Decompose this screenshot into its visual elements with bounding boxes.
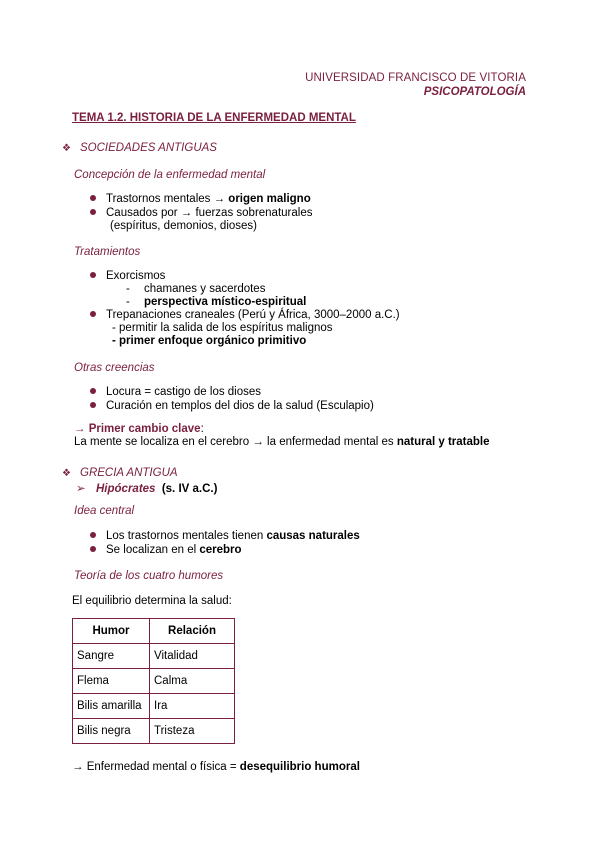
topic-title: TEMA 1.2. HISTORIA DE LA ENFERMEDAD MENTAL	[72, 112, 356, 124]
humors-table	[72, 618, 235, 744]
bullet-dot-icon	[90, 195, 96, 201]
item-text: Exorcismos	[106, 270, 166, 282]
table-cell: Bilis amarilla	[73, 694, 150, 719]
item-text: Curación en templos del dios de la salud (Esculapio)	[106, 400, 374, 412]
hipocrates-name: Hipócrates	[96, 483, 156, 495]
section-title: SOCIEDADES ANTIGUAS	[80, 142, 217, 154]
item-text: Trastornos mentales →	[106, 193, 229, 205]
dash-marker: -	[126, 296, 130, 308]
item-text: → Enfermedad mental o física =	[72, 761, 240, 773]
table-header-humor: Humor	[73, 619, 150, 644]
item-bold: origen maligno	[228, 193, 311, 205]
bullet-dot-icon	[90, 272, 96, 278]
hipocrates-date: (s. IV a.C.)	[161, 483, 218, 495]
table-row	[73, 719, 235, 744]
table-cell: Calma	[150, 669, 235, 694]
bullet-dot-icon	[90, 402, 96, 408]
subheading-tratamientos: Tratamientos	[74, 246, 141, 258]
section-title: GRECIA ANTIGUA	[80, 467, 178, 479]
list-item	[90, 207, 312, 219]
list-item	[90, 309, 400, 321]
diamond-bullet-icon: ❖	[62, 143, 71, 154]
bullet-dot-icon	[90, 546, 96, 552]
theory-intro: El equilibrio determina la salud:	[72, 595, 232, 607]
table-cell: Sangre	[73, 644, 150, 669]
dash-marker: -	[126, 283, 130, 295]
sub-list-item	[126, 296, 306, 308]
table-row	[73, 694, 235, 719]
key-change-title: → Primer cambio clave	[74, 423, 201, 435]
key-change-colon: :	[200, 423, 204, 435]
hipocrates-line	[76, 481, 217, 495]
table-cell: Tristeza	[150, 719, 235, 744]
table-header-relacion: Relación	[150, 619, 235, 644]
list-item	[90, 530, 360, 542]
item-bold: natural y tratable	[396, 436, 490, 448]
section-heading-grecia	[62, 467, 178, 479]
item-text: Causados por → fuerzas sobrenaturales	[106, 207, 313, 219]
list-item	[90, 400, 374, 412]
subheading-idea: Idea central	[74, 505, 135, 517]
table-cell: Flema	[73, 669, 150, 694]
theory-conclusion	[72, 761, 360, 773]
bullet-dot-icon	[90, 388, 96, 394]
item-text: Locura = castigo de los dioses	[106, 386, 262, 398]
diamond-bullet-icon: ❖	[62, 468, 71, 479]
sub-list-item: - permitir la salida de los espíritus malignos	[112, 322, 333, 334]
subheading-teoria: Teoría de los cuatro humores	[74, 570, 224, 582]
item-text: Se localizan en el	[106, 544, 200, 556]
item-bold: cerebro	[199, 544, 242, 556]
list-item	[90, 544, 242, 556]
table-header-row	[73, 619, 235, 644]
table-cell: Ira	[150, 694, 235, 719]
subheading-concepcion: Concepción de la enfermedad mental	[74, 169, 266, 181]
bullet-dot-icon	[90, 532, 96, 538]
item-text: La mente se localiza en el cerebro → la enfermedad mental es	[74, 436, 397, 448]
table-cell: Vitalidad	[150, 644, 235, 669]
list-item	[90, 270, 165, 282]
sub-list-item: - primer enfoque orgánico primitivo	[112, 335, 307, 347]
university-name: UNIVERSIDAD FRANCISCO DE VITORIA	[305, 72, 526, 84]
table-row	[73, 644, 235, 669]
key-change-label	[74, 423, 204, 435]
item-bold: causas naturales	[266, 530, 360, 542]
item-bold: perspectiva místico-espiritual	[144, 296, 307, 308]
list-item	[90, 386, 261, 398]
subject-name: PSICOPATOLOGÍA	[423, 86, 526, 98]
section-heading-sociedades	[62, 142, 217, 154]
table-cell: Bilis negra	[73, 719, 150, 744]
list-item-continuation: (espíritus, demonios, dioses)	[110, 220, 258, 232]
key-change-text	[74, 436, 490, 448]
item-text: chamanes y sacerdotes	[144, 283, 266, 295]
item-text: Los trastornos mentales tienen	[106, 530, 267, 542]
sub-list-item	[126, 283, 265, 295]
list-item	[90, 193, 311, 205]
item-bold: desequilibrio humoral	[239, 761, 360, 773]
bullet-dot-icon	[90, 209, 96, 215]
arrow-bullet-icon: ➢	[76, 483, 86, 495]
item-text: Trepanaciones craneales (Perú y África, 3000–2000 a.C.)	[106, 309, 400, 321]
table-row	[73, 669, 235, 694]
subheading-otras: Otras creencias	[74, 362, 155, 374]
bullet-dot-icon	[90, 311, 96, 317]
